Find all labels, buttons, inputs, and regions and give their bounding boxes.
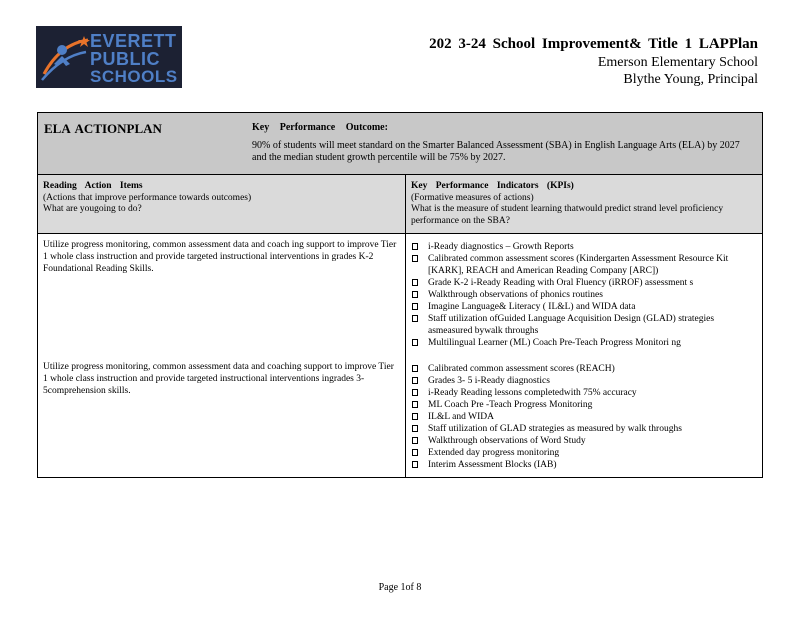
column-header-row <box>38 175 762 234</box>
document-title: 202 3-24 School Improvement& Title 1 LAPPlan <box>429 36 758 52</box>
column-title: Key Performance Indicators (KPIs) <box>411 181 574 191</box>
kpi-item: Extended day progress monitoring <box>411 447 756 459</box>
kpi-header <box>411 181 756 227</box>
star-swoosh-icon <box>40 34 92 84</box>
kpi-item: i-Ready diagnostics – Growth Reports <box>411 241 756 253</box>
kpi-item: Calibrated common assessment scores (Kindergarten Assessment Resource Kit [KARK], REACH and American Reading Company [ARC]) <box>411 253 756 277</box>
kpi-item: Multilingual Learner (ML) Coach Pre-Teach Progress Monitori ng <box>411 337 756 349</box>
kpi-item: ML Coach Pre -Teach Progress Monitoring <box>411 399 756 411</box>
kpi-item: i-Ready Reading lessons completedwith 75% accuracy <box>411 387 756 399</box>
checkbox-glyph-icon <box>412 315 418 322</box>
checkbox-glyph-icon <box>412 291 418 298</box>
column-question: What is the measure of student learning thatwould predict strand level proficiency performance on the SBA? <box>411 204 724 226</box>
kpi-item: Calibrated common assessment scores (REACH) <box>411 363 756 375</box>
checkbox-glyph-icon <box>412 449 418 456</box>
kpi-item: IL&L and WIDA <box>411 411 756 423</box>
column-divider <box>405 175 406 477</box>
checkbox-glyph-icon <box>412 461 418 468</box>
column-title: Reading Action Items <box>43 181 143 191</box>
action-plan-title: ELA ACTIONPLAN <box>44 121 162 136</box>
checkbox-glyph-icon <box>412 243 418 250</box>
key-performance-outcome-label: Key Performance Outcome: <box>252 122 388 133</box>
kpi-item: Imagine Language& Literacy ( IL&L) and WIDA data <box>411 301 756 313</box>
checkbox-glyph-icon <box>412 425 418 432</box>
logo-text-everett: EVERETT <box>90 31 177 51</box>
kpi-item: Staff utilization of GLAD strategies as measured by walk throughs <box>411 423 756 435</box>
column-question: What are yougoing to do? <box>43 204 142 214</box>
page-number: Page 1of 8 <box>378 582 422 593</box>
principal-name: Blythe Young, Principal <box>623 72 758 87</box>
district-logo <box>36 26 182 88</box>
checkbox-glyph-icon <box>412 377 418 384</box>
action-item: Utilize progress monitoring, common assessment data and coach ing support to improve Tier 1 whole class instruction and provide targeted instructional interventions in grades K-2 Foundational Reading Skills. <box>43 240 397 274</box>
kpi-list <box>411 363 756 471</box>
checkbox-glyph-icon <box>412 389 418 396</box>
logo-text-schools: SCHOOLS <box>90 67 178 86</box>
checkbox-glyph-icon <box>412 303 418 310</box>
key-performance-outcome-text: 90% of students will meet standard on the Smarter Balanced Assessment (SBA) in English Language Arts (ELA) by 2027 and the median student growth percentile will be 75% by 2027. <box>252 140 740 163</box>
kpi-item: Walkthrough observations of phonics routines <box>411 289 756 301</box>
checkbox-glyph-icon <box>412 437 418 444</box>
column-subtitle: (Formative measures of actions) <box>411 192 534 203</box>
checkbox-glyph-icon <box>412 339 418 346</box>
kpi-item: Staff utilization ofGuided Language Acquisition Design (GLAD) strategies asmeasured bywalk throughs <box>411 313 756 337</box>
kpi-item: Walkthrough observations of Word Study <box>411 435 756 447</box>
reading-action-items-header <box>43 181 393 216</box>
action-item: Utilize progress monitoring, common assessment data and coaching support to improve Tier 1 whole class instruction and provide targeted instructional interventions ingrades 3-5comprehension skills. <box>43 362 394 396</box>
kpi-item: Grade K-2 i-Ready Reading with Oral Fluency (iRROF) assessment s <box>411 277 756 289</box>
checkbox-glyph-icon <box>412 413 418 420</box>
plan-header-band <box>38 113 762 175</box>
column-subtitle: (Actions that improve performance towards outcomes) <box>43 192 252 203</box>
kpi-item: Interim Assessment Blocks (IAB) <box>411 459 756 471</box>
checkbox-glyph-icon <box>412 255 418 262</box>
kpi-list <box>411 241 756 349</box>
checkbox-glyph-icon <box>412 401 418 408</box>
checkbox-glyph-icon <box>412 279 418 286</box>
checkbox-glyph-icon <box>412 365 418 372</box>
action-plan-table <box>37 112 763 478</box>
logo-text-public: PUBLIC <box>90 49 160 69</box>
school-name: Emerson Elementary School <box>597 55 758 70</box>
kpi-item: Grades 3- 5 i-Ready diagnostics <box>411 375 756 387</box>
